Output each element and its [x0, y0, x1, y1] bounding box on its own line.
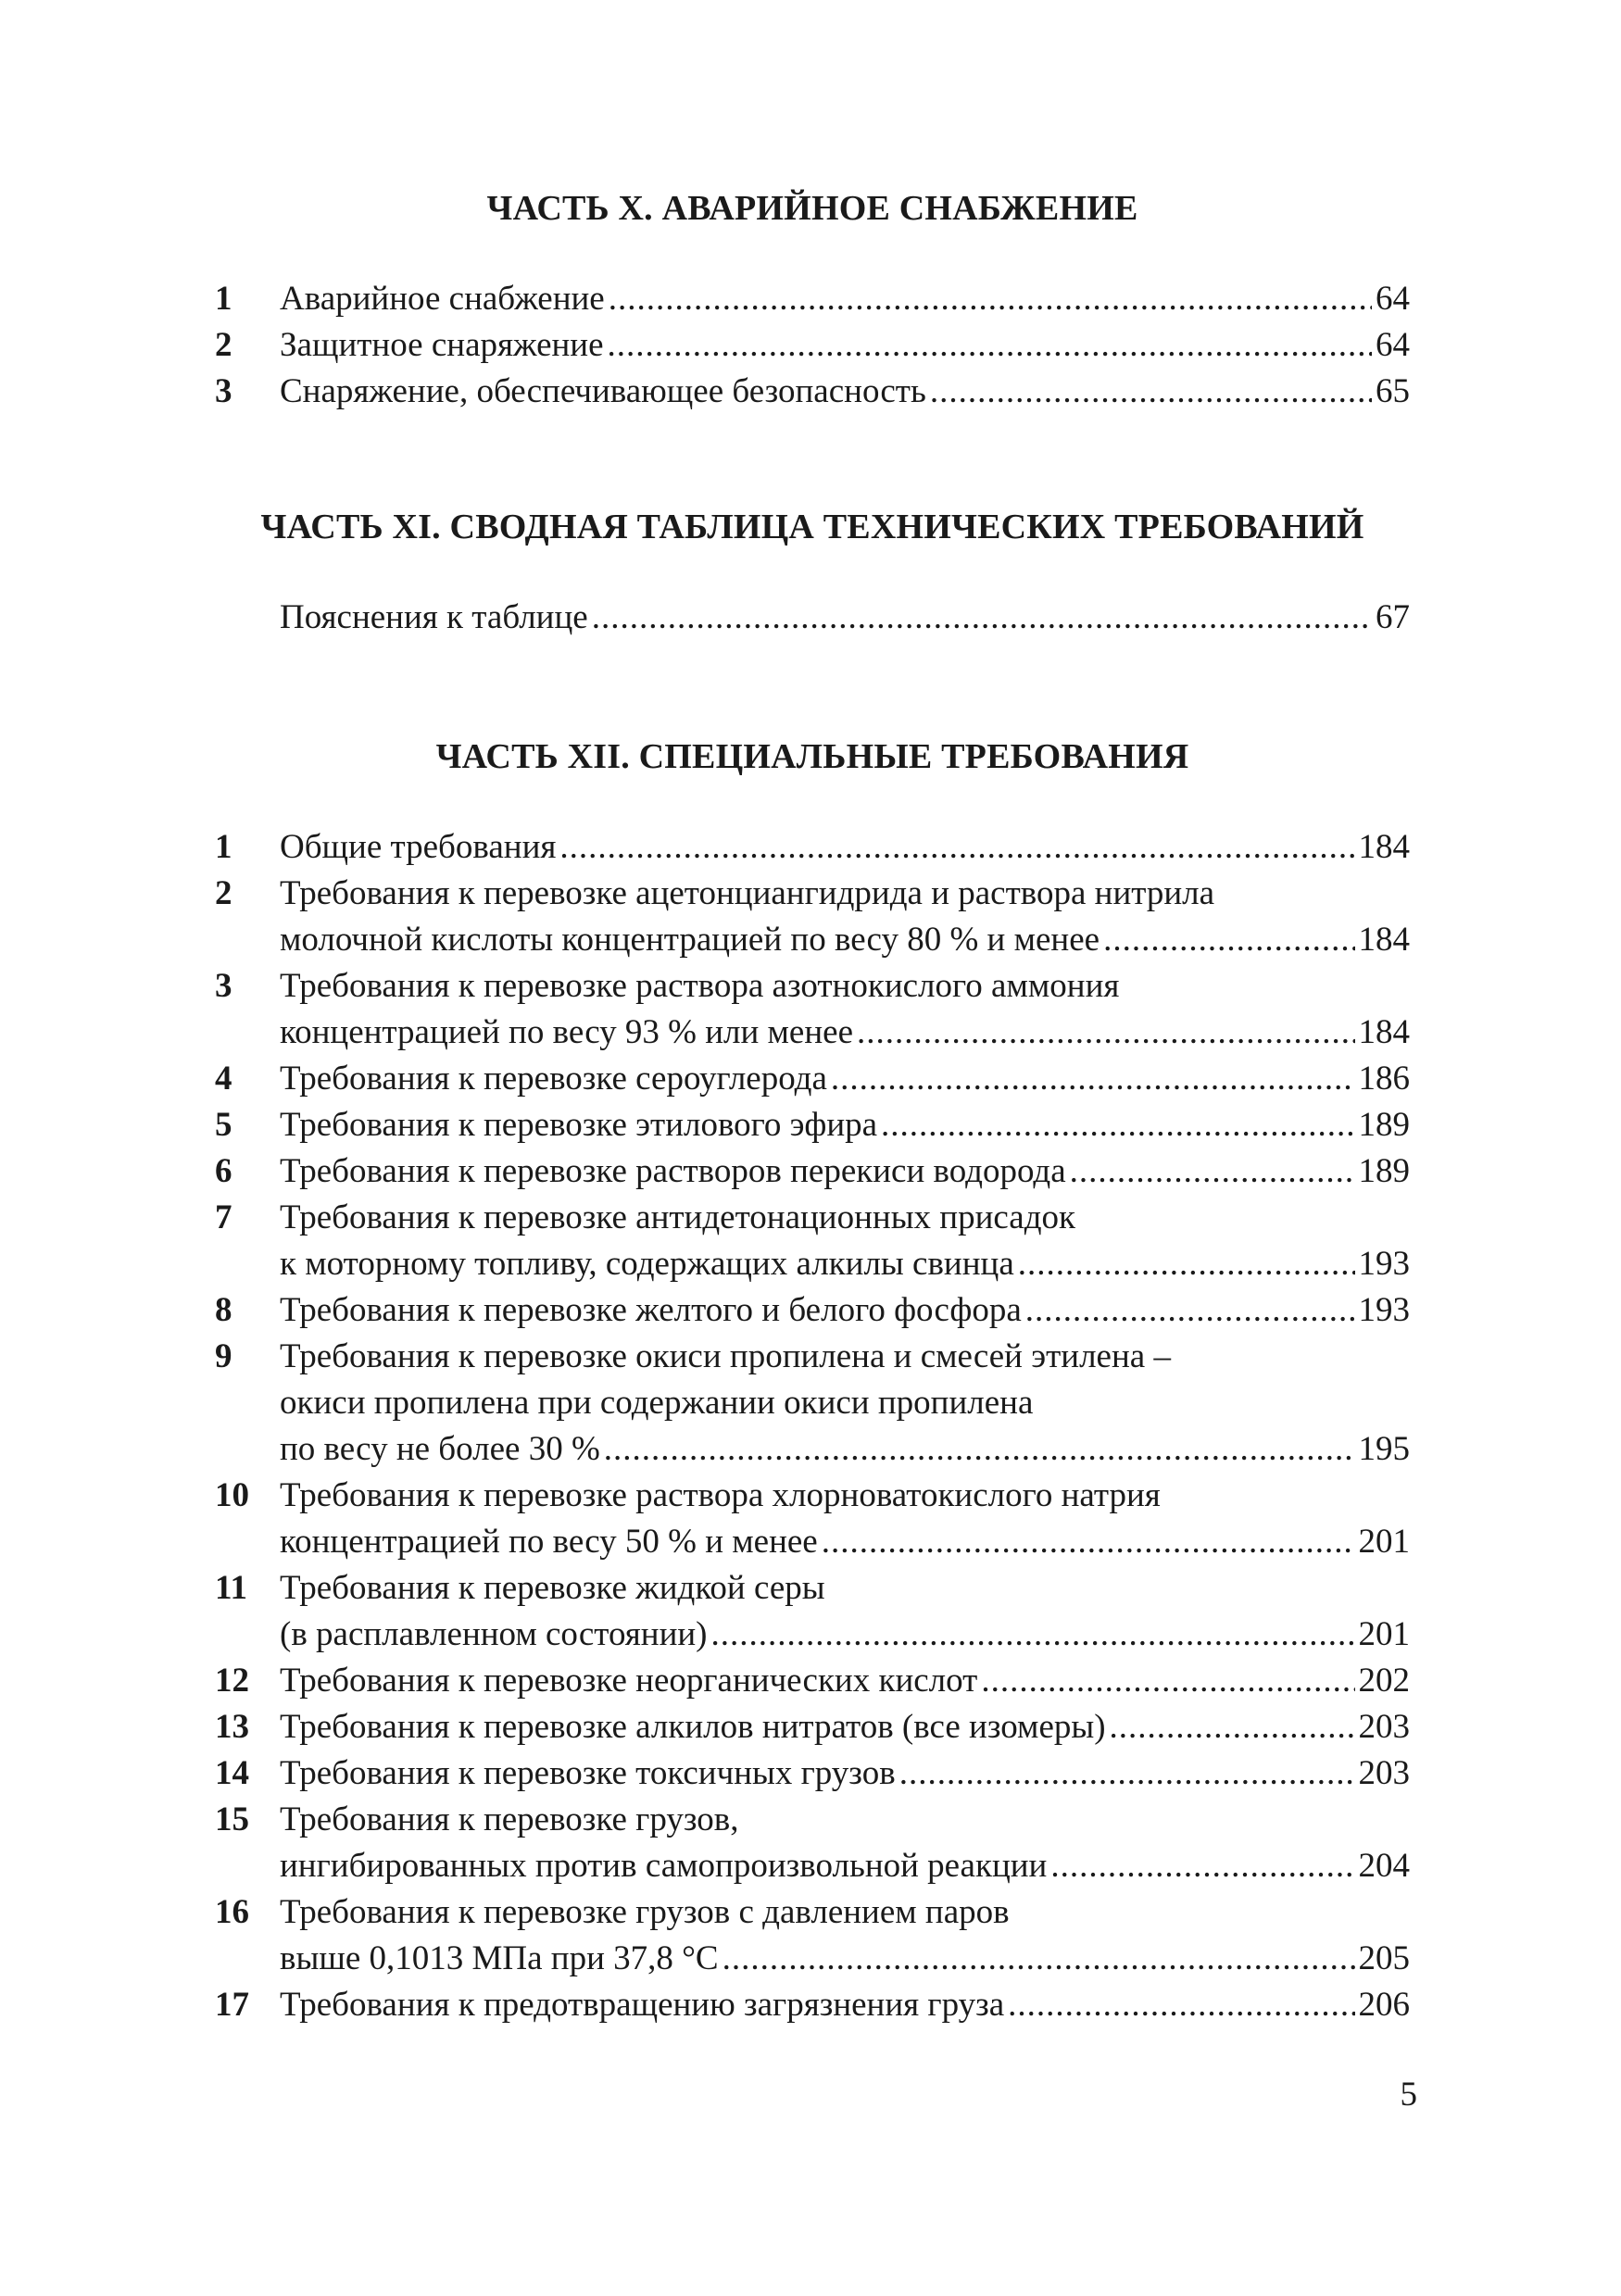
- dot-leader: [1018, 1241, 1355, 1287]
- toc-entry-number: 2: [215, 326, 232, 364]
- toc-entry-number: 13: [215, 1708, 249, 1746]
- toc-entry: [215, 963, 1410, 1056]
- toc-entry-last-line: [280, 1519, 1410, 1565]
- toc-entry-text: Требования к перевозке токсичных грузов: [280, 1754, 896, 1792]
- toc-entry-body: [280, 595, 1410, 641]
- toc-entry-body: [280, 1287, 1410, 1334]
- dot-leader: [857, 1010, 1355, 1056]
- toc-entry-body: [280, 1889, 1410, 1982]
- toc-entry: [215, 1565, 1410, 1658]
- toc-entry-body: [280, 1334, 1410, 1473]
- toc-entry-page: 204: [1358, 1847, 1410, 1885]
- toc-entry-text: выше 0,1013 МПа при 37,8 °С: [280, 1939, 719, 1977]
- toc-entry-page: 67: [1376, 598, 1410, 636]
- toc-entry-body: [280, 1473, 1410, 1565]
- toc-entry-last-line: [280, 322, 1410, 369]
- toc-entry-text: концентрацией по весу 93 % или менее: [280, 1013, 853, 1051]
- toc-entry-number: 1: [215, 828, 232, 866]
- toc-entry-text: Защитное снаряжение: [280, 326, 604, 364]
- toc-entry-last-line: [280, 1102, 1410, 1148]
- toc-entry-page: 189: [1358, 1106, 1410, 1144]
- toc-entry-number: 9: [215, 1337, 232, 1375]
- toc-entry-number: 17: [215, 1986, 249, 2024]
- toc-entry-number: 11: [215, 1569, 247, 1607]
- toc-entry-last-line: [280, 1010, 1410, 1056]
- toc-entry-body: [280, 871, 1410, 963]
- toc-entry-page: 206: [1358, 1986, 1410, 2024]
- toc-entry-last-line: [280, 1287, 1410, 1334]
- toc-entry-body: [280, 1658, 1410, 1704]
- part-xi-title: ЧАСТЬ XI. СВОДНАЯ ТАБЛИЦА ТЕХНИЧЕСКИХ ТРЕБОВАНИЙ: [260, 508, 1364, 546]
- toc-entry: [215, 871, 1410, 963]
- toc-entry-body: [280, 1102, 1410, 1148]
- toc-entry-page: 201: [1358, 1615, 1410, 1653]
- toc-entry: [215, 1982, 1410, 2028]
- toc-entry-text: Требования к перевозке этилового эфира: [280, 1106, 878, 1144]
- toc-entry-text: Требования к перевозке грузов с давлением паров: [280, 1893, 1010, 1931]
- dot-leader: [604, 1426, 1355, 1473]
- toc-entry-text: Требования к перевозке антидетонационных присадок: [280, 1198, 1076, 1236]
- toc-entry-page: 64: [1376, 280, 1410, 318]
- toc-entry-page: 201: [1358, 1523, 1410, 1561]
- dot-leader: [831, 1056, 1355, 1102]
- toc-entry-number: 7: [215, 1198, 232, 1236]
- part-x-toc: [215, 276, 1410, 415]
- toc-entry-page: 202: [1358, 1662, 1410, 1700]
- toc-entry: [215, 1750, 1410, 1797]
- toc-entry-number: 4: [215, 1060, 232, 1098]
- toc-entry: [215, 322, 1410, 369]
- toc-entry-number: 6: [215, 1152, 232, 1190]
- toc-entry: [215, 824, 1410, 871]
- toc-entry-last-line: [280, 1936, 1410, 1982]
- toc-entry-page: 65: [1376, 372, 1410, 410]
- part-xi-toc: [215, 595, 1410, 641]
- toc-entry-last-line: [280, 1241, 1410, 1287]
- dot-leader: [1025, 1287, 1355, 1334]
- toc-entry-body: [280, 322, 1410, 369]
- toc-entry: [215, 595, 1410, 641]
- toc-entry-text: Снаряжение, обеспечивающее безопасность: [280, 372, 926, 410]
- toc-entry-body: [280, 1704, 1410, 1750]
- toc-entry-last-line: [280, 1750, 1410, 1797]
- toc-entry-last-line: [280, 1426, 1410, 1473]
- toc-entry-last-line: [280, 1056, 1410, 1102]
- toc-entry-page: 193: [1358, 1291, 1410, 1329]
- toc-entry: [215, 1473, 1410, 1565]
- dot-leader: [822, 1519, 1355, 1565]
- toc-entry-last-line: [280, 1148, 1410, 1195]
- toc-entry-number: 5: [215, 1106, 232, 1144]
- toc-entry-text: Требования к перевозке растворов перекиси водорода: [280, 1152, 1066, 1190]
- toc-entry-body: [280, 1982, 1410, 2028]
- toc-entry-number: 1: [215, 280, 232, 318]
- toc-entry-last-line: [280, 1704, 1410, 1750]
- toc-entry-text: Аварийное снабжение: [280, 280, 605, 318]
- dot-leader: [1008, 1982, 1354, 2028]
- toc-entry-page: 195: [1358, 1430, 1410, 1468]
- toc-entry: [215, 1148, 1410, 1195]
- toc-entry-page: 193: [1358, 1245, 1410, 1283]
- part-xi-section: [215, 506, 1410, 641]
- toc-entry-text: Требования к перевозке алкилов нитратов (все изомеры): [280, 1708, 1106, 1746]
- toc-entry-number: 3: [215, 967, 232, 1005]
- toc-entry-text: Требования к перевозке грузов,: [280, 1800, 739, 1838]
- toc-entry-last-line: [280, 369, 1410, 415]
- toc-entry-last-line: [280, 824, 1410, 871]
- toc-entry-body: [280, 1195, 1410, 1287]
- toc-entry: [215, 1797, 1410, 1889]
- part-x-section: [215, 187, 1410, 415]
- toc-entry-body: [280, 1797, 1410, 1889]
- dot-leader: [559, 824, 1354, 871]
- toc-entry-text: Требования к перевозке раствора хлорноватокислого натрия: [280, 1476, 1161, 1514]
- toc-entry-text: Требования к перевозке сероуглерода: [280, 1060, 827, 1098]
- toc-entry-text: Требования к перевозке раствора азотнокислого аммония: [280, 967, 1120, 1005]
- toc-entry-text: к моторному топливу, содержащих алкилы свинца: [280, 1245, 1014, 1283]
- toc-entry-body: [280, 963, 1410, 1056]
- part-xii-title: ЧАСТЬ XII. СПЕЦИАЛЬНЫЕ ТРЕБОВАНИЯ: [435, 737, 1189, 776]
- page-number: 5: [1400, 2076, 1417, 2114]
- toc-entry-text: концентрацией по весу 50 % и менее: [280, 1523, 818, 1561]
- toc-entry-page: 184: [1358, 1013, 1410, 1051]
- toc-entry: [215, 1195, 1410, 1287]
- toc-entry-body: [280, 824, 1410, 871]
- toc-entry-page: 186: [1358, 1060, 1410, 1098]
- dot-leader: [1103, 917, 1354, 963]
- dot-leader: [1070, 1148, 1355, 1195]
- dot-leader: [899, 1750, 1355, 1797]
- toc-entry-number: 3: [215, 372, 232, 410]
- toc-entry-text: Требования к перевозке окиси пропилена и смесей этилена –: [280, 1337, 1171, 1375]
- toc-entry-page: 184: [1358, 828, 1410, 866]
- dot-leader: [930, 369, 1372, 415]
- toc-entry-text: по весу не более 30 %: [280, 1430, 600, 1468]
- toc-entry-last-line: [280, 276, 1410, 322]
- toc-entry-text: Пояснения к таблице: [280, 598, 588, 636]
- toc-entry-number: 10: [215, 1476, 249, 1514]
- part-xii-toc: [215, 824, 1410, 2028]
- toc-entry-text: Требования к перевозке жидкой серы: [280, 1569, 825, 1607]
- toc-entry-body: [280, 1148, 1410, 1195]
- dot-leader: [1050, 1843, 1354, 1889]
- toc-entry-text: молочной кислоты концентрацией по весу 80 % и менее: [280, 921, 1100, 959]
- toc-entry: [215, 369, 1410, 415]
- toc-entry: [215, 1704, 1410, 1750]
- toc-entry-body: [280, 276, 1410, 322]
- toc-entry: [215, 1287, 1410, 1334]
- toc-entry-body: [280, 1565, 1410, 1658]
- toc-entry-last-line: [280, 1658, 1410, 1704]
- toc-entry-page: 64: [1376, 326, 1410, 364]
- toc-entry-text: (в расплавленном состоянии): [280, 1615, 708, 1653]
- toc-entry-last-line: [280, 595, 1410, 641]
- toc-entry: [215, 1334, 1410, 1473]
- toc-entry-body: [280, 1056, 1410, 1102]
- toc-entry: [215, 276, 1410, 322]
- dot-leader: [609, 276, 1372, 322]
- toc-entry-last-line: [280, 1843, 1410, 1889]
- part-x-title: ЧАСТЬ X. АВАРИЙНОЕ СНАБЖЕНИЕ: [486, 189, 1138, 228]
- toc-entry-page: 205: [1358, 1939, 1410, 1977]
- toc-entry: [215, 1056, 1410, 1102]
- toc-entry-number: 16: [215, 1893, 249, 1931]
- toc-entry-text: Требования к перевозке желтого и белого фосфора: [280, 1291, 1022, 1329]
- toc-entry-text: Требования к предотвращению загрязнения груза: [280, 1986, 1005, 2024]
- dot-leader: [723, 1936, 1355, 1982]
- toc-entry-text: ингибированных против самопроизвольной реакции: [280, 1847, 1048, 1885]
- toc-entry-page: 203: [1358, 1708, 1410, 1746]
- toc-entry-last-line: [280, 917, 1410, 963]
- toc-entry-number: 15: [215, 1800, 249, 1838]
- toc-entry-number: 12: [215, 1662, 249, 1700]
- dot-leader: [981, 1658, 1354, 1704]
- toc-entry-last-line: [280, 1612, 1410, 1658]
- toc-entry-body: [280, 1750, 1410, 1797]
- toc-entry-page: 189: [1358, 1152, 1410, 1190]
- toc-entry-number: 2: [215, 874, 232, 912]
- dot-leader: [592, 595, 1372, 641]
- toc-entry-page: 184: [1358, 921, 1410, 959]
- toc-entry: [215, 1889, 1410, 1982]
- toc-entry-text: Требования к перевозке ацетонциангидрида и раствора нитрила: [280, 874, 1215, 912]
- toc-entry-text: Общие требования: [280, 828, 557, 866]
- dot-leader: [608, 322, 1372, 369]
- toc-entry-text: окиси пропилена при содержании окиси пропилена: [280, 1384, 1034, 1422]
- dot-leader: [881, 1102, 1354, 1148]
- toc-entry-number: 14: [215, 1754, 249, 1792]
- toc-entry-text: Требования к перевозке неорганических кислот: [280, 1662, 978, 1700]
- toc-entry-last-line: [280, 1982, 1410, 2028]
- dot-leader: [1110, 1704, 1355, 1750]
- dot-leader: [711, 1612, 1355, 1658]
- toc-entry-body: [280, 369, 1410, 415]
- part-xii-section: [215, 735, 1410, 2028]
- toc-entry-page: 203: [1358, 1754, 1410, 1792]
- toc-entry: [215, 1658, 1410, 1704]
- toc-entry-number: 8: [215, 1291, 232, 1329]
- toc-entry: [215, 1102, 1410, 1148]
